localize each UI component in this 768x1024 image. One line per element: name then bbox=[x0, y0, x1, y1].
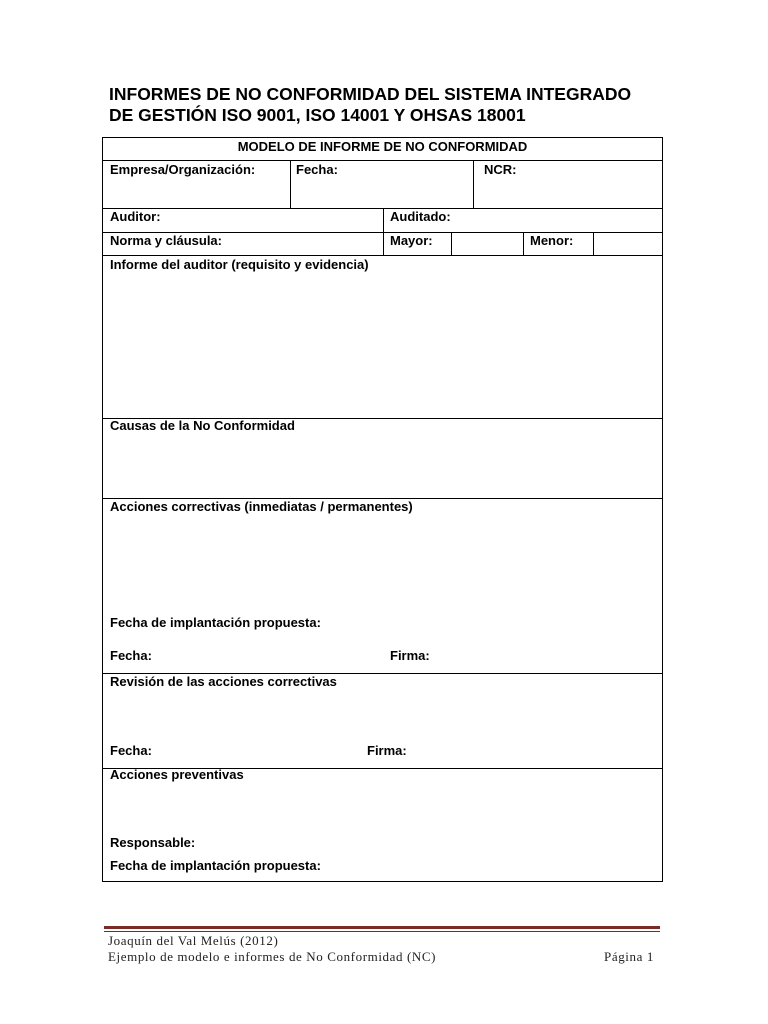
col-divider bbox=[473, 160, 474, 208]
empresa-label: Empresa/Organización: bbox=[110, 162, 256, 177]
mayor-label: Mayor: bbox=[390, 233, 433, 248]
col-divider bbox=[451, 232, 452, 255]
title-line-2: DE GESTIÓN ISO 9001, ISO 14001 Y OHSAS 18001 bbox=[109, 105, 526, 125]
revision-label: Revisión de las acciones correctivas bbox=[110, 674, 337, 689]
col-divider bbox=[383, 208, 384, 255]
fecha-label: Fecha: bbox=[296, 162, 338, 177]
auditado-label: Auditado: bbox=[390, 209, 451, 224]
footer-page-number: Página 1 bbox=[604, 949, 654, 964]
nonconformity-form-table bbox=[102, 137, 663, 882]
col-divider bbox=[593, 232, 594, 255]
informe-auditor-label: Informe del auditor (requisito y evidencia) bbox=[110, 257, 369, 272]
footer-subtitle: Ejemplo de modelo e informes de No Conformidad (NC) bbox=[108, 949, 437, 964]
footer-author: Joaquín del Val Melús (2012) bbox=[108, 933, 279, 948]
col-divider bbox=[523, 232, 524, 255]
norma-label: Norma y cláusula: bbox=[110, 233, 222, 248]
row-divider bbox=[103, 160, 662, 161]
fecha-label-2: Fecha: bbox=[110, 648, 152, 663]
row-divider bbox=[103, 255, 662, 256]
fecha-label-3: Fecha: bbox=[110, 743, 152, 758]
firma-label: Firma: bbox=[390, 648, 430, 663]
responsable-label: Responsable: bbox=[110, 835, 196, 850]
footer-rule-thick bbox=[104, 926, 660, 929]
auditor-label: Auditor: bbox=[110, 209, 161, 224]
causas-label: Causas de la No Conformidad bbox=[110, 418, 295, 433]
document-title bbox=[109, 84, 689, 126]
acciones-correctivas-label: Acciones correctivas (inmediatas / permanentes) bbox=[110, 499, 413, 514]
menor-label: Menor: bbox=[530, 233, 574, 248]
title-line-1: INFORMES DE NO CONFORMIDAD DEL SISTEMA INTEGRADO bbox=[109, 84, 632, 104]
form-heading: MODELO DE INFORME DE NO CONFORMIDAD bbox=[237, 139, 528, 154]
col-divider bbox=[290, 160, 291, 208]
footer-rule-thin bbox=[104, 931, 660, 932]
fecha-implantacion-label: Fecha de implantación propuesta: bbox=[110, 615, 321, 630]
fecha-implantacion-label-2: Fecha de implantación propuesta: bbox=[110, 858, 321, 873]
firma-label-2: Firma: bbox=[367, 743, 407, 758]
ncr-label: NCR: bbox=[484, 162, 517, 177]
acciones-preventivas-label: Acciones preventivas bbox=[110, 767, 244, 782]
